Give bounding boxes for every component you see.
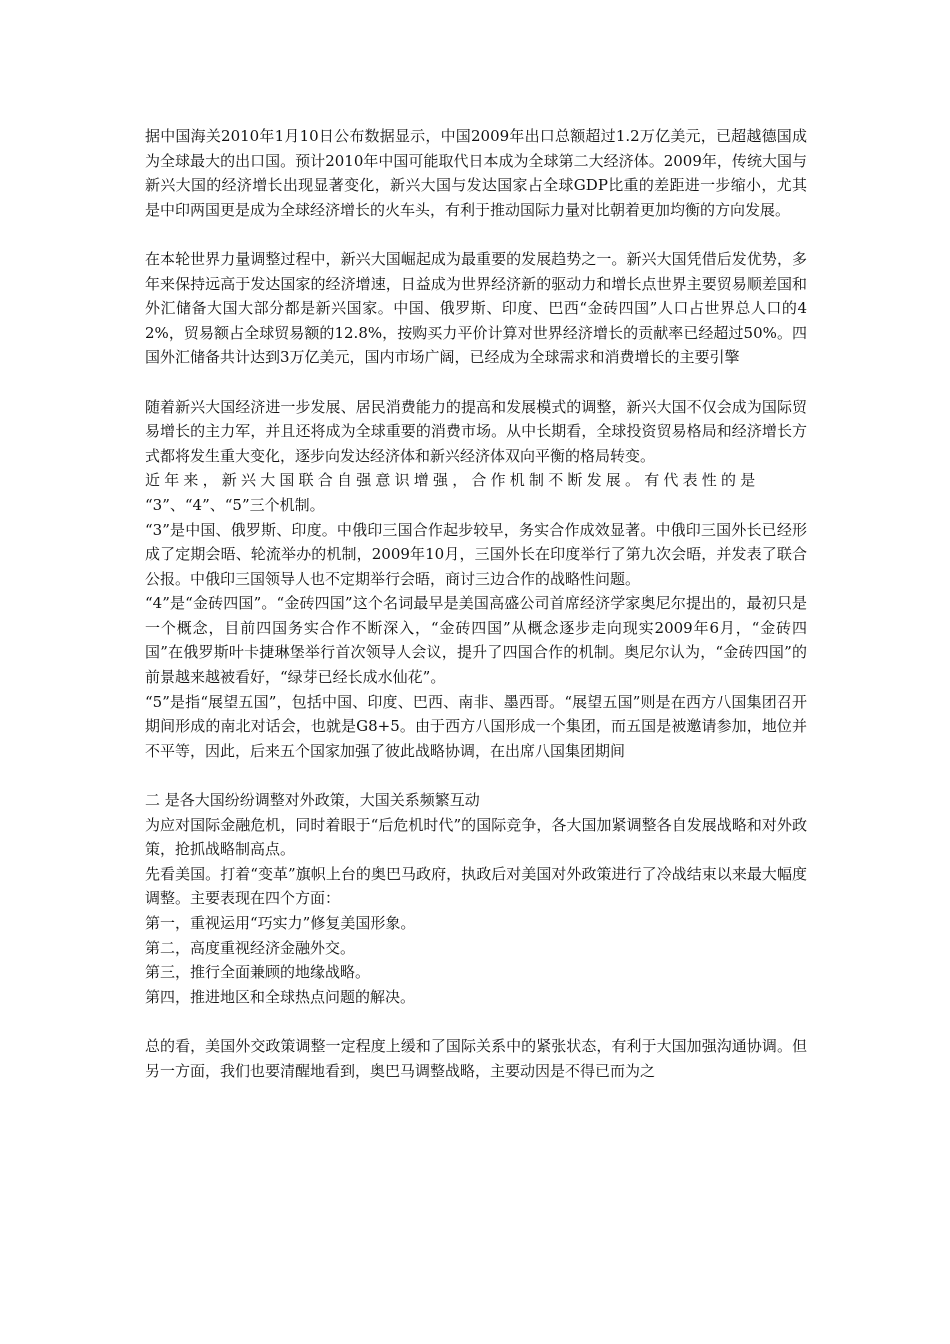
paragraph-emerging-powers-rise: 在本轮世界力量调整过程中，新兴大国崛起成为最重要的发展趋势之一。新兴大国凭借后发优势，多年来保持远高于发达国家的经济增速，日益成为世界经济新的驱动力和增长点世界主要贸易顺差国和外汇储备大国大部分都是新兴国家。中国、俄罗斯、印度、巴西“金砖四国”人口占世界总人口的42%，贸易额占全球贸易额的12.8%，按购买力平价计算对世界经济增长的贡献率已经超过50%。四国外汇储备共计达到3万亿美元，国内市场广阔，已经成为全球需求和消费增长的主要引擎 <box>145 249 807 367</box>
list-item-third: 第三，推行全面兼顾的地缘战略。 <box>145 963 371 982</box>
paragraph-summary: 总的看，美国外交政策调整一定程度上缓和了国际关系中的紧张状态，有利于大国加强沟通协调。但另一方面，我们也要清醒地看到，奥巴马调整战略，主要动因是不得已而为之 <box>145 1036 807 1080</box>
list-item-first: 第一，重视运用“巧实力”修复美国形象。 <box>145 914 416 932</box>
paragraph-export-data: 据中国海关2010年1月10日公布数据显示，中国2009年出口总额超过1.2万亿美元，已超越德国成为全球最大的出口国。预计2010年中国可能取代日本成为全球第二大经济体。2009年，传统大国与新兴大国的经济增长出现显著变化，新兴大国与发达国家占全球GDP比重的差距进一步缩小，尤其是中印两国更是成为全球经济增长的火车头，有利于推动国际力量对比朝着更加均衡的方向发展。 <box>145 127 807 219</box>
paragraph-three-mechanisms: “3”、“4”、“5”三个机制。 <box>145 495 325 514</box>
paragraph-mechanism-4: “4”是“金砖四国”。“金砖四国”这个名词最早是美国高盛公司首席经济学家奥尼尔提出的，最初只是一个概念，目前四国务实合作不断深入，“金砖四国”从概念逐步走向现实2009年6月，“金砖四国”在俄罗斯叶卡捷琳堡举行首次领导人会议，提升了四国合作的机制。奥尼尔认为，“金砖四国”的前景越来越被看好，“绿芽已经长成水仙花”。 <box>145 594 807 687</box>
paragraph-cooperation-intro: 近年来，新兴大国联合自强意识增强，合作机制不断发展。有代表性的是 <box>145 471 760 490</box>
paragraph-gap <box>145 1009 807 1034</box>
paragraph-usa-adjustment: 先看美国。打着“变革”旗帜上台的奥巴马政府，执政后对美国对外政策进行了冷战结束以来最大幅度调整。主要表现在四个方面： <box>145 864 807 908</box>
list-item-second: 第二，高度重视经济金融外交。 <box>145 938 356 957</box>
paragraph-post-crisis: 为应对国际金融危机，同时着眼于“后危机时代”的国际竞争，各大国加紧调整各自发展战略和对外政策，抢抓战略制高点。 <box>145 815 807 859</box>
paragraph-gap <box>145 370 807 395</box>
document-body <box>145 124 807 1083</box>
paragraph-mechanism-5: “5”是指“展望五国”，包括中国、印度、巴西、南非、墨西哥。“展望五国”则是在西方八国集团召开期间形成的南北对话会，也就是G8+5。由于西方八国形成一个集团，而五国是被邀请参加，地位并不平等，因此，后来五个国家加强了彼此战略协调，在出席八国集团期间 <box>145 692 807 760</box>
paragraph-gap <box>145 763 807 788</box>
section-heading-two: 二 是各大国纷纷调整对外政策，大国关系频繁互动 <box>145 791 480 810</box>
paragraph-consumption-market: 随着新兴大国经济进一步发展、居民消费能力的提高和发展模式的调整，新兴大国不仅会成为国际贸易增长的主力军，并且还将成为全球重要的消费市场。从中长期看，全球投资贸易格局和经济增长方式都将发生重大变化，逐步向发达经济体和新兴经济体双向平衡的格局转变。 <box>145 397 807 465</box>
paragraph-gap <box>145 222 807 247</box>
paragraph-mechanism-3: “3”是中国、俄罗斯、印度。中俄印三国合作起步较早，务实合作成效显著。中俄印三国外长已经形成了定期会晤、轮流举办的机制，2009年10月，三国外长在印度举行了第九次会晤，并发表了联合公报。中俄印三国领导人也不定期举行会晤，商讨三边合作的战略性问题。 <box>145 520 807 588</box>
list-item-fourth: 第四，推进地区和全球热点问题的解决。 <box>145 987 416 1006</box>
